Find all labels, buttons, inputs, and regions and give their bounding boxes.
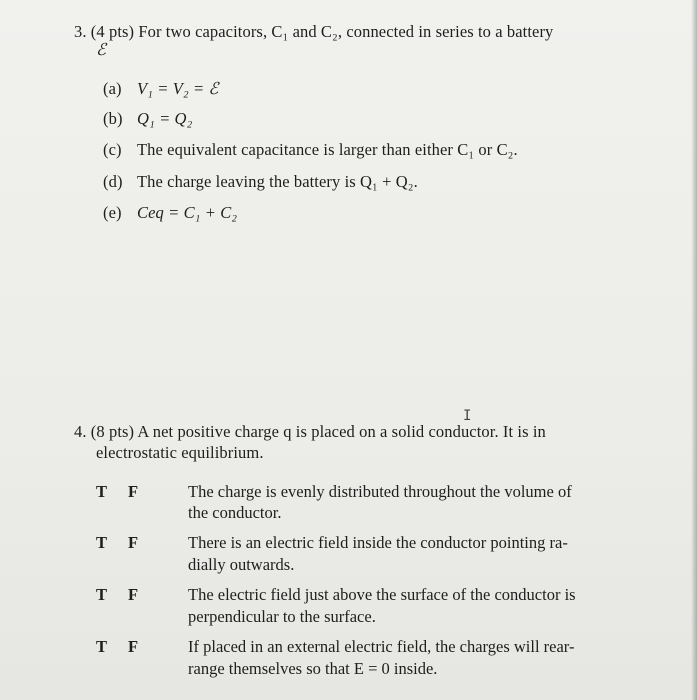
- tf-statement-2-line-2: dially outwards.: [188, 555, 295, 574]
- text-cursor-icon: I: [463, 408, 472, 424]
- false-option[interactable]: F: [128, 637, 139, 656]
- tf-statement-2-line-1: There is an electric field inside the conductor pointing ra-: [188, 533, 568, 552]
- q3-option-e: [103, 203, 237, 223]
- option-text: The charge leaving the battery is Q₁ + Q₂.: [137, 172, 418, 191]
- tf-choice-3: [96, 585, 138, 605]
- q4-prompt-line-2: electrostatic equilibrium.: [96, 443, 264, 462]
- option-text: V₁ = V₂ = ℰ: [137, 79, 219, 98]
- page-edge-shadow: [691, 0, 697, 700]
- q3-prompt-line-1: 3. (4 pts) For two capacitors, C₁ and C₂, connected in series to a battery: [74, 22, 554, 41]
- option-label: (a): [103, 79, 122, 98]
- tf-choice-2: [96, 533, 138, 553]
- option-label: (d): [103, 172, 123, 191]
- tf-statement-4-line-1: If placed in an external electric field, the charges will rear-: [188, 637, 575, 656]
- q3-option-a: [103, 79, 219, 99]
- q3-option-c: [103, 140, 518, 160]
- true-option[interactable]: T: [96, 482, 108, 501]
- tf-choice-4: [96, 637, 138, 657]
- tf-statement-1-line-1: The charge is evenly distributed throughout the volume of: [188, 482, 572, 501]
- q3-option-b: [103, 109, 192, 129]
- false-option[interactable]: F: [128, 533, 139, 552]
- true-option[interactable]: T: [96, 533, 108, 552]
- false-option[interactable]: F: [128, 482, 139, 501]
- q3-option-d: [103, 172, 418, 192]
- q3-prompt-line-2: ℰ: [96, 40, 107, 59]
- option-text: Ceq = C₁ + C₂: [137, 203, 238, 222]
- option-label: (b): [103, 109, 123, 128]
- true-option[interactable]: T: [96, 585, 108, 604]
- option-text: The equivalent capacitance is larger than either C₁ or C₂.: [137, 140, 518, 159]
- false-option[interactable]: F: [128, 585, 139, 604]
- tf-choice-1: [96, 482, 138, 502]
- tf-statement-4-line-2: range themselves so that E = 0 inside.: [188, 659, 438, 678]
- option-label: (e): [103, 203, 122, 222]
- tf-statement-3-line-2: perpendicular to the surface.: [188, 607, 376, 626]
- tf-statement-3-line-1: The electric field just above the surface of the conductor is: [188, 585, 576, 604]
- tf-statement-1-line-2: the conductor.: [188, 503, 282, 522]
- option-label: (c): [103, 140, 122, 159]
- true-option[interactable]: T: [96, 637, 108, 656]
- q4-prompt-line-1: 4. (8 pts) A net positive charge q is placed on a solid conductor. It is in: [74, 422, 546, 441]
- option-text: Q₁ = Q₂: [137, 109, 193, 128]
